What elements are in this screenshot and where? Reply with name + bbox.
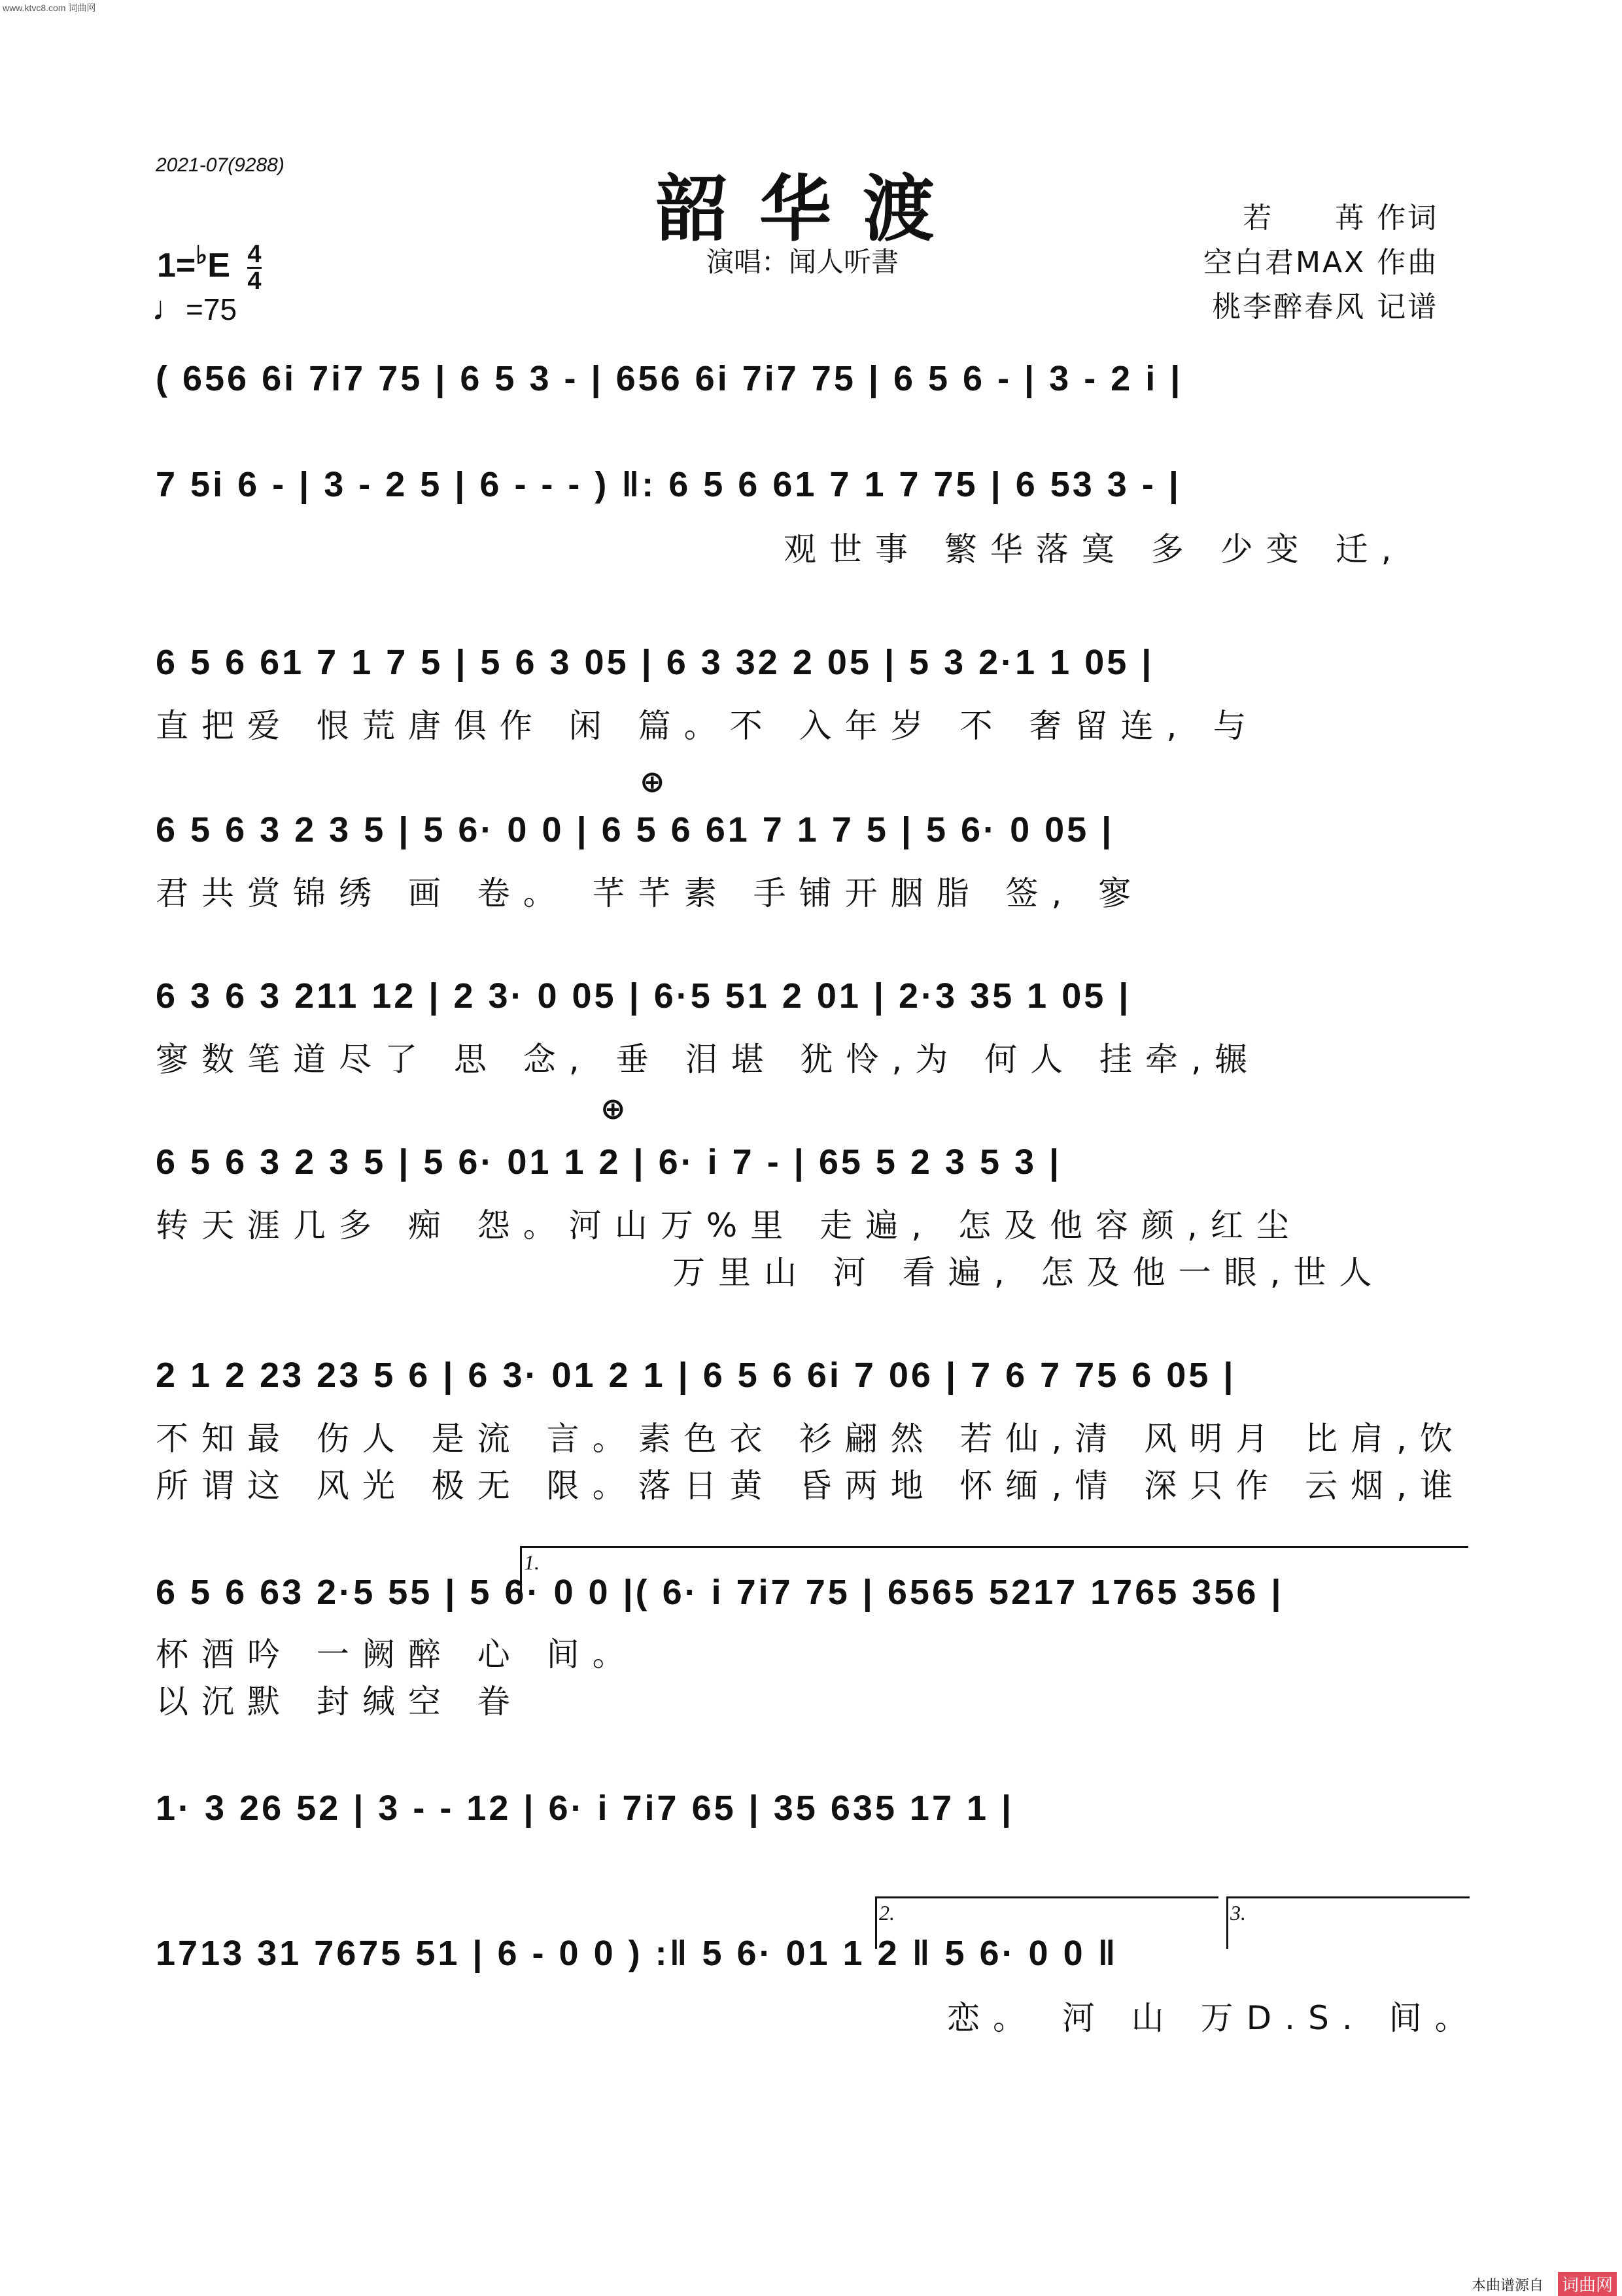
lyric-row-7a: 不知最 伤人 是流 言。素色衣 衫翩然 若仙,清 风明月 比肩,饮 [156, 1420, 1466, 1458]
composer-credit: 空白君MAX 作曲 [1203, 246, 1439, 279]
top-watermark: www.ktvc8.com 词曲网 [3, 3, 96, 13]
notation-row-7: 2 1 2 23 23 5 6 | 6 3· 01 2 1 | 6 5 6 6i 7 06 | 7 6 7 75 6 05 | [156, 1356, 1236, 1395]
volta-label-1: 1. [524, 1551, 540, 1574]
notation-row-5: 6 3 6 3 211 12 | 2 3· 0 05 | 6·5 51 2 01 | 2·3 35 1 05 | [156, 976, 1131, 1016]
notation-row-1: ( 656 6i 7i7 75 | 6 5 3 - | 656 6i 7i7 75 | 6 5 6 - | 3 - 2 i | [156, 359, 1183, 398]
lyric-row-4: 君共赏锦绣 画 卷。 芊芊素 手铺开胭脂 签, 寥 [156, 874, 1145, 912]
key-prefix: 1= [157, 247, 196, 285]
bottom-watermark-text: 本曲谱源自 [1471, 2278, 1544, 2294]
lyric-row-6b: 万里山 河 看遍, 怎及他一眼,世人 [672, 1254, 1385, 1292]
notation-row-4: 6 5 6 3 2 3 5 | 5 6· 0 0 | 6 5 6 61 7 1 7 5 | 5 6· 0 05 | [156, 810, 1114, 849]
notation-row-10: 1713 31 7675 51 | 6 - 0 0 ) :‖ 5 6· 01 1 2 ‖ 5 6· 0 0 ‖ [156, 1934, 1118, 1973]
lyric-row-10: 恋。 河 山 万D.S. 间。 [947, 1999, 1481, 2037]
page-title: 韶华渡 [656, 167, 966, 251]
lyric-row-3: 直把爱 恨荒唐俱作 闲 篇。不 入年岁 不 奢留连, 与 [156, 707, 1260, 745]
lyric-row-6a: 转天涯几多 痴 怨。河山万%里 走遍, 怎及他容颜,红尘 [156, 1207, 1302, 1244]
coda-icon: ⊕ [640, 764, 665, 799]
lyric-row-7b: 所谓这 风光 极无 限。落日黄 昏两地 怀缅,情 深只作 云烟,谁 [156, 1467, 1466, 1505]
lyric-row-2: 观世事 繁华落寞 多 少变 迁, [784, 530, 1405, 568]
lyric-row-5: 寥数笔道尽了 思 念, 垂 泪堪 犹怜,为 何人 挂牵,辗 [156, 1040, 1260, 1078]
notation-row-2: 7 5i 6 - | 3 - 2 5 | 6 - - - ) ‖: 6 5 6 61 7 1 7 75 | 6 53 3 - | [156, 465, 1181, 504]
volta-bracket-1 [520, 1546, 1468, 1574]
volta-bracket-3 [1226, 1896, 1470, 1925]
time-signature-bottom: 4 [247, 267, 262, 295]
notation-row-8: 6 5 6 63 2·5 55 | 5 6· 0 0 |( 6· i 7i7 75 | 6565 5217 1765 356 | [156, 1573, 1284, 1612]
notation-row-3: 6 5 6 61 7 1 7 5 | 5 6 3 05 | 6 3 32 2 05 | 5 3 2·1 1 05 | [156, 643, 1154, 682]
lyricist-credit: 若 苒 作词 [1243, 201, 1439, 235]
time-signature [247, 242, 261, 294]
coda-icon-2: ⊕ [600, 1091, 626, 1126]
quarter-note-icon: ♩ [152, 290, 186, 328]
lyric-row-8b: 以沉默 封缄空 眷 [156, 1683, 523, 1721]
notation-row-9: 1· 3 26 52 | 3 - - 12 | 6· i 7i7 65 | 35 635 17 1 | [156, 1789, 1014, 1828]
tempo-value: =75 [186, 292, 237, 326]
author-credits [1203, 196, 1438, 330]
transcriber-credit: 桃李醉春风 记谱 [1212, 290, 1439, 324]
singer-credit: 演唱：闻人听書 [706, 246, 899, 278]
notation-row-6: 6 5 6 3 2 3 5 | 5 6· 01 1 2 | 6· i 7 - | 65 5 2 3 5 3 | [156, 1142, 1062, 1182]
volta-label-3: 3. [1230, 1901, 1246, 1925]
key-note: E [207, 247, 230, 285]
tempo-mark [152, 289, 237, 328]
key-signature [157, 242, 262, 294]
score-code: 2021-07(9288) [156, 154, 285, 176]
volta-bracket-2 [875, 1896, 1218, 1925]
flat-sign: ♭ [196, 242, 208, 269]
bottom-watermark-logo: 词曲网 [1558, 2272, 1617, 2296]
volta-label-2: 2. [879, 1901, 895, 1925]
time-signature-top: 4 [247, 241, 262, 268]
lyric-row-8a: 杯酒吟 一阙醉 心 间。 [156, 1636, 638, 1673]
